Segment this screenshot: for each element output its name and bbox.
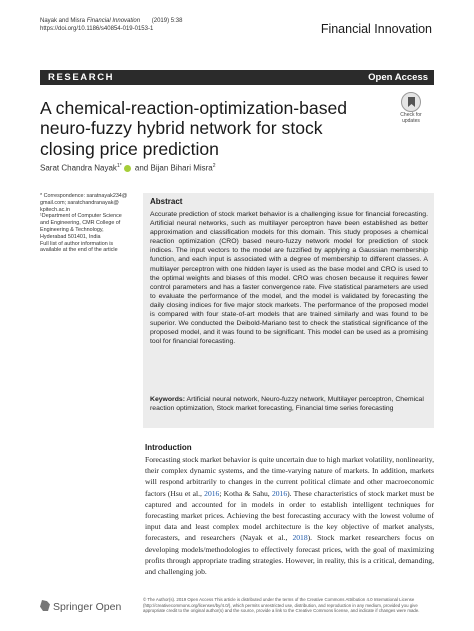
article-type-banner: [40, 70, 434, 85]
open-access-label: Open Access: [368, 72, 428, 83]
correspondence-line: kpitech.ac.in: [40, 206, 70, 213]
correspondence-line: available at the end of the article: [40, 247, 118, 254]
keywords-list: Artificial neural network, Neuro-fuzzy network, Multilayer perceptron, Chemical reaction optimization, Stock market forecasting, Financial time series forecasting: [150, 396, 424, 413]
authors-short: Nayak and Misra: [40, 18, 86, 24]
correspondence-line: ¹Department of Computer Science: [40, 213, 122, 220]
bookmark-icon: [401, 92, 421, 112]
publisher-logo: [40, 600, 121, 614]
citation-line: [40, 17, 182, 25]
abstract-text: Accurate prediction of stock market behavior is a challenging issue for financial forecasting. Artificial neural networks, such as multilayer perceptron have been established as better approximation and classification models for this domain. This study proposes a chemical reaction optimization (CRO) based neuro-fuzzy network model for prediction of stock indices. The input vectors to the model are fuzzified by applying a Gaussian membership function, and each input is associated with a degree of membership to different classes. A multilayer perceptron with one hidden layer is used as the base model and CRO is used to the optimal weights and biases of this model. CRO was chosen because it requires fewer control parameters and has a faster convergence rate. Five statistical parameters are used to evaluate the performance of the model, and the model is validated by forecasting the daily closing indices for five major stock markets. The performance of the proposed model is compared with four state-of-art models that are trained similarly and was found to be superior. We conducted the Deibold-Mariano test to check the statistical significance of the proposed model, and it was found to be significant. This model can be used as a promising tool for financial forecasting.: [150, 211, 428, 346]
publisher-name: Springer Open: [53, 601, 122, 613]
doi-link[interactable]: https://doi.org/10.1186/s40854-019-0153-1: [40, 26, 154, 32]
author-2[interactable]: Bijan Bihari Misra: [150, 163, 213, 173]
introduction-paragraph: Forecasting stock market behavior is quite uncertain due to high market volatility, nonlinearity, their complex dynamic systems, and the time-varying nature of markets. In addition, markets will respond arbitrarily to changes in the current political climate and other macroeconomic factors (Hsu et al., 2016; Kotha & Sahu, 2016). These characteristics of stock market must be captured and accounted for in models in order to establish intelligent techniques for forecasting market prices. Achieving the best forecasting accuracy with the lowest volume of input data and least complex model architecture is the key objective of market analysts, forecasters, and researchers (Nayak et al., 2018). Stock market researchers focus on developing models/methodologies to effectively forecast prices, with the goal of maximizing profits through appropriate trading strategies. However, in reality, this is a critical, demanding, and challenging job.: [145, 455, 435, 577]
introduction-heading: Introduction: [145, 443, 192, 452]
correspondence-line: Full list of author information is: [40, 240, 114, 247]
author-2-affiliation: 2: [212, 163, 216, 169]
author-joiner: and: [134, 163, 149, 173]
article-title: A chemical-reaction-optimization-based neuro-fuzzy hybrid network for stock closing price prediction: [40, 98, 348, 159]
license-notice: © The Author(s). 2019 Open Access This article is distributed under the terms of the Creative Commons Attribution 4.0 International License (http://creativecommons.org/licenses/by/4.0/), which permits unrestricted use, distribution, and reproduction in any medium, provided you give appropriate credit to the original author(s) and the source, provide a link to the Creative Commons license, and indicate if changes were made.: [143, 597, 420, 614]
reference-link[interactable]: 2016: [204, 488, 220, 498]
author-list: [40, 163, 216, 173]
correspondence-block: [40, 193, 138, 254]
author-1-affiliation: 1*: [116, 163, 122, 169]
springer-horse-icon: [40, 600, 50, 611]
reference-link[interactable]: 2016: [271, 488, 288, 498]
check-for-updates-badge[interactable]: [396, 92, 426, 126]
correspondence-line: Engineering & Technology,: [40, 226, 104, 233]
running-header: [40, 17, 182, 33]
keywords: [150, 395, 428, 413]
journal-brand: Financial Innovation: [320, 22, 432, 36]
reference-link[interactable]: 2018: [292, 533, 308, 543]
abstract-heading: Abstract: [150, 197, 183, 206]
article-type-label: RESEARCH: [48, 72, 115, 83]
keywords-label: Keywords:: [150, 396, 185, 403]
volume-issue: (2019) 5:38: [151, 18, 183, 24]
orcid-icon[interactable]: [124, 165, 131, 172]
correspondence-line: Hyderabad 501401, India: [40, 233, 101, 240]
correspondence-line: and Engineering, CMR College of: [40, 220, 121, 227]
journal-name: Financial Innovation: [86, 18, 141, 24]
badge-text: Check for updates: [400, 112, 422, 124]
author-1[interactable]: Sarat Chandra Nayak: [40, 163, 117, 173]
correspondence-line: gmail.com; saratchandranayak@: [40, 199, 119, 206]
correspondence-line: * Correspondence: saratnayak234@: [40, 193, 128, 199]
